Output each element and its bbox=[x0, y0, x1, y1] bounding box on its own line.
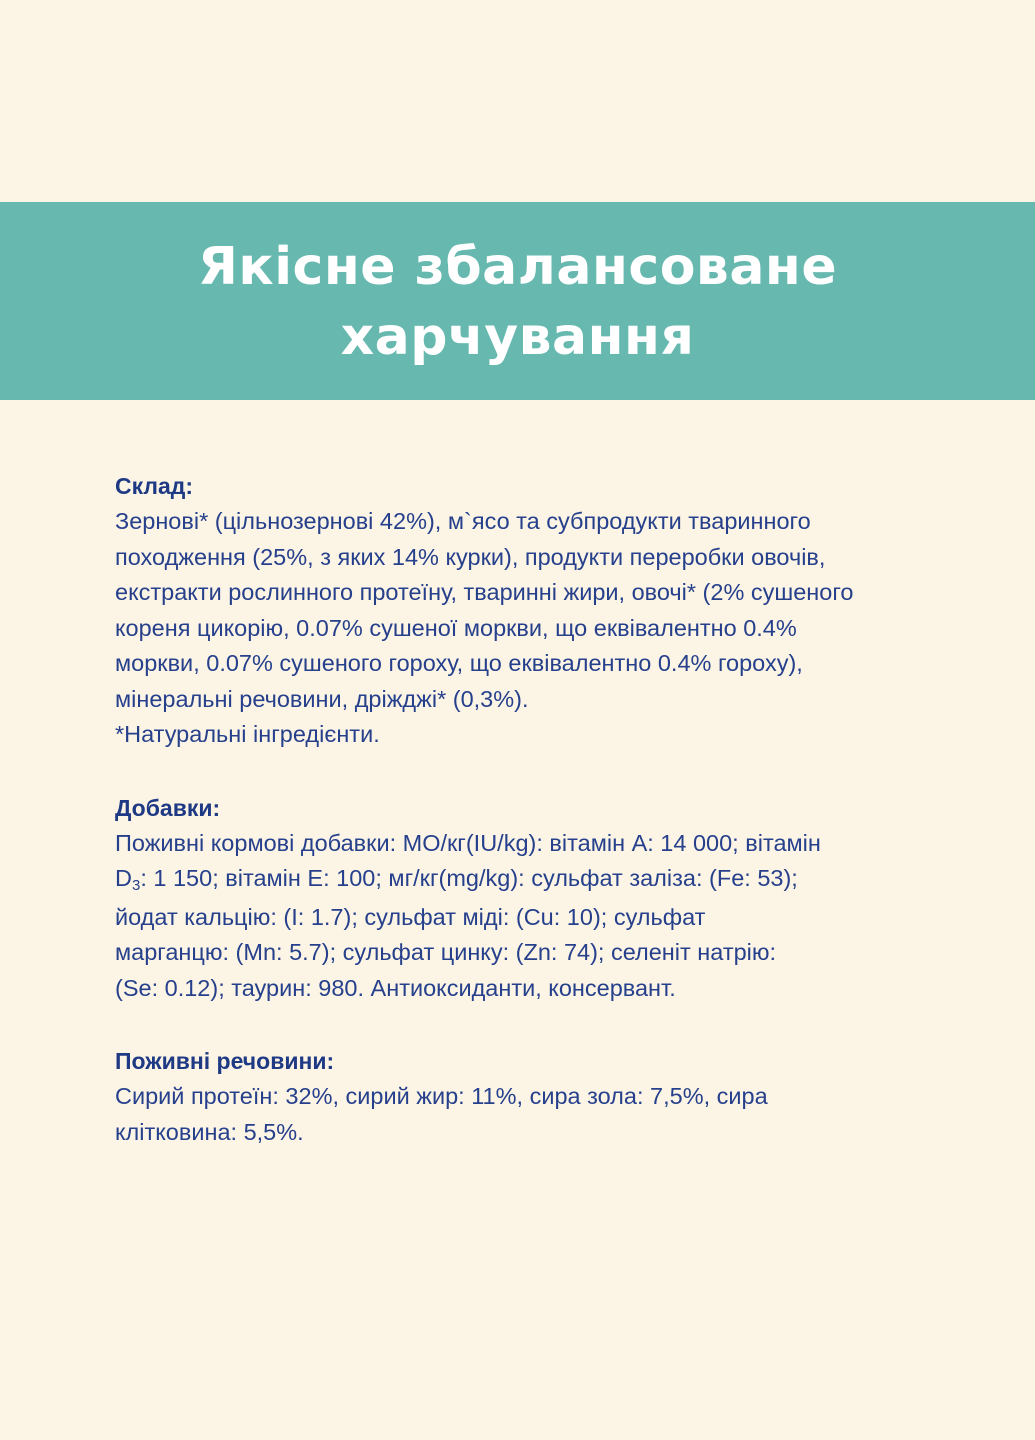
additives-line bbox=[115, 861, 965, 900]
composition-line: походження (25%, з яких 14% курки), продукти переробки овочів, bbox=[115, 543, 826, 570]
nutrients-heading: Поживні речовини: bbox=[115, 1048, 335, 1074]
composition-line: моркви, 0.07% сушеного гороху, що еквівалентно 0.4% гороху), bbox=[115, 650, 803, 676]
additives-line: Поживні кормові добавки: МО/кг(IU/kg): вітамін A: 14 000; вітамін bbox=[115, 829, 821, 856]
nutrients-section bbox=[115, 1043, 965, 1150]
natural-ingredients-footnote: *Натуральні інгредієнти. bbox=[115, 721, 380, 747]
nutrients-line: Сирий протеїн: 32%, сирий жир: 11%, сира зола: 7,5%, сира bbox=[115, 1083, 768, 1109]
composition-line: кореня цикорію, 0.07% сушеної моркви, що еквівалентно 0.4% bbox=[115, 614, 797, 641]
additives-text bbox=[115, 826, 965, 1007]
title-banner bbox=[0, 202, 1035, 400]
composition-line: Зернові* (цільнозернові 42%), м`ясо та субпродукти тваринного bbox=[115, 508, 811, 534]
product-info bbox=[115, 468, 965, 1187]
composition-text bbox=[115, 504, 965, 753]
composition-line: мінеральні речовини, дріжджі* (0,3%). bbox=[115, 685, 529, 712]
additives-line: йодат кальцію: (I: 1.7); сульфат міді: (Cu: 10); сульфат bbox=[115, 903, 706, 930]
additives-line: марганцю: (Mn: 5.7); сульфат цинку: (Zn: 74); селеніт натрію: bbox=[115, 939, 777, 965]
additives-line: (Se: 0.12); таурин: 980. Антиоксиданти, консервант. bbox=[115, 974, 676, 1001]
page-title bbox=[198, 230, 837, 372]
vitamin-d-subscript: 3 bbox=[131, 877, 141, 894]
vitamin-d-label: D bbox=[115, 865, 132, 891]
additives-line-rest: : 1 150; вітамін E: 100; мг/кг(mg/kg): сульфат заліза: (Fe: 53); bbox=[140, 865, 798, 891]
page-title-line-2: харчування bbox=[340, 307, 695, 367]
composition-heading: Склад: bbox=[115, 473, 194, 499]
page-title-line-1: Якісне збалансоване bbox=[197, 237, 838, 297]
composition-line: екстракти рослинного протеїну, тваринні жири, овочі* (2% сушеного bbox=[115, 579, 854, 605]
nutrients-line: клітковина: 5,5%. bbox=[115, 1118, 304, 1145]
nutrients-text bbox=[115, 1079, 965, 1150]
additives-heading: Добавки: bbox=[115, 794, 221, 821]
additives-section bbox=[115, 790, 965, 1007]
composition-section bbox=[115, 468, 965, 753]
